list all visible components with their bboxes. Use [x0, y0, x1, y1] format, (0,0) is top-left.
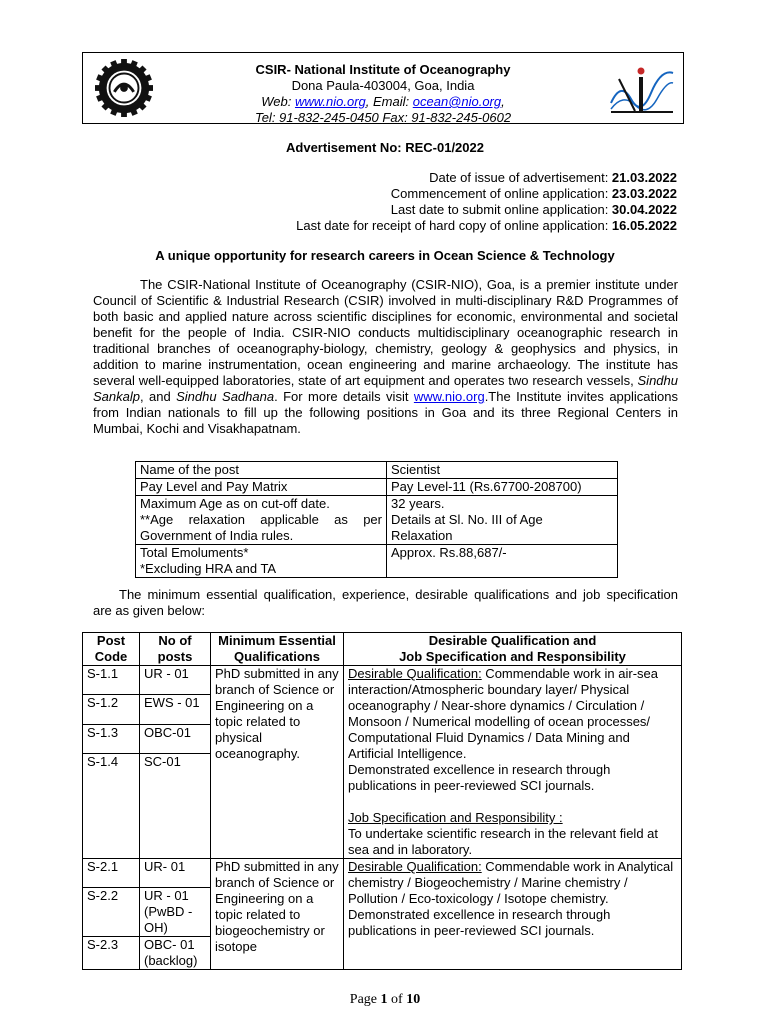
table-cell: Name of the post [136, 462, 387, 479]
table-row [83, 666, 682, 695]
js-label: Job Specification and Responsibility : [348, 810, 563, 825]
date-label: Last date for receipt of hard copy of online application: [296, 218, 612, 233]
letterhead [82, 52, 684, 124]
table-cell: Pay Level-11 (Rs.67700-208700) [387, 479, 618, 496]
date-value: 30.04.2022 [611, 202, 677, 217]
intro-text: , and [139, 389, 177, 404]
table-row [83, 859, 682, 888]
footer-page-word: Page [349, 992, 381, 1007]
table-row [136, 561, 618, 578]
table-cell: 32 years. [387, 496, 618, 513]
post-code-cell: S-1.3 [83, 724, 140, 753]
dq-label: Desirable Qualification: [348, 859, 482, 874]
post-code-cell: S-2.1 [83, 859, 140, 888]
footer-of-word: of [387, 992, 407, 1007]
vessel-name: Sindhu Sankalp [93, 373, 678, 404]
dq-label: Desirable Qualification: [348, 666, 482, 681]
intro-paragraph [93, 277, 678, 437]
csir-logo-icon [95, 59, 153, 117]
post-code-cell: S-1.1 [83, 666, 140, 695]
table-row [136, 528, 618, 545]
contact-line [163, 94, 603, 110]
post-code-cell: S-1.2 [83, 695, 140, 724]
dq-text: Commendable work in air-sea interaction/Atmospheric boundary layer/ Physical oceanography / Near-shore dynamics / Circulation / Monsoon / Numerical modelling of ocean processes/ Computational Fluid Dynamics / Data Mining and Artificial Intelligence. [348, 666, 658, 761]
table-cell: *Excluding HRA and TA [136, 561, 387, 578]
header-desirable-line1: Desirable Qualification and [428, 633, 597, 648]
posts-cell: EWS - 01 [140, 695, 211, 724]
table-cell: Scientist [387, 462, 618, 479]
date-issue [296, 170, 677, 186]
nio-logo-icon [609, 59, 675, 117]
date-value: 21.03.2022 [611, 170, 677, 185]
website-link[interactable]: www.nio.org [294, 94, 366, 109]
date-value: 23.03.2022 [611, 186, 677, 201]
qualification-intro [93, 587, 678, 619]
tel-fax-line: Tel: 91-832-245-0450 Fax: 91-832-245-0602 [254, 110, 512, 125]
post-code-cell: S-2.3 [83, 937, 140, 970]
posts-cell: OBC-01 [140, 724, 211, 753]
letterhead-text [163, 62, 603, 126]
qualification-intro-text: The minimum essential qualification, experience, desirable qualifications and job specification are as given below: [93, 587, 678, 618]
dq-extra: Demonstrated excellence in research through publications in peer-reviewed SCI journals. [348, 762, 611, 793]
institute-name: CSIR- National Institute of Oceanography [255, 62, 511, 77]
posts-cell: OBC- 01 (backlog) [140, 937, 211, 970]
page-total: 10 [406, 992, 421, 1007]
table-cell: **Age relaxation applicable as per [136, 512, 387, 528]
qualification-table [82, 632, 682, 970]
table-row [136, 545, 618, 562]
post-code-cell: S-1.4 [83, 753, 140, 858]
website-link[interactable]: www.nio.org [413, 389, 485, 404]
date-label: Commencement of online application: [390, 186, 612, 201]
post-details-table [135, 461, 618, 578]
institute-address: Dona Paula-403004, Goa, India [291, 78, 475, 93]
date-hard-copy [296, 218, 677, 234]
table-header-row [83, 633, 682, 666]
posts-cell: UR - 01 [140, 666, 211, 695]
table-cell [387, 561, 618, 578]
table-row [136, 462, 618, 479]
header-min-qual: Minimum Essential Qualifications [211, 633, 344, 666]
email-link[interactable]: ocean@nio.org [412, 94, 502, 109]
email-suffix: , [501, 94, 505, 109]
table-cell: Approx. Rs.88,687/- [387, 545, 618, 562]
date-last-submit [296, 202, 677, 218]
date-value: 16.05.2022 [611, 218, 677, 233]
page-footer [0, 992, 770, 1008]
min-qual-cell: PhD submitted in any branch of Science or Engineering on a topic related to physical oceanography. [211, 666, 344, 859]
email-label: , Email: [365, 94, 413, 109]
web-label: Web: [261, 94, 295, 109]
header-post-code: Post Code [83, 633, 140, 666]
dq-text: Commendable work in Analytical chemistry / Biogeochemistry / Marine chemistry / Pollution / Eco-toxicology / Isotope chemistry. [348, 859, 674, 906]
key-dates [296, 170, 677, 234]
posts-cell: SC-01 [140, 753, 211, 858]
table-cell: Maximum Age as on cut-off date. [136, 496, 387, 513]
post-code-cell: S-2.2 [83, 888, 140, 937]
vessel-name: Sindhu Sadhana [176, 389, 275, 404]
header-no-of-posts: No of posts [140, 633, 211, 666]
intro-text: The CSIR-National Institute of Oceanography (CSIR-NIO), Goa, is a premier institute under Council of Scientific & Industrial Research (CSIR) involved in multi-disciplinary R&D Programmes of both basic and applied nature across scientific disciplines for economic, environmental and societal benefit for the people of India. CSIR-NIO conducts multidisciplinary oceanographic research in traditional branches of oceanography-biology, chemistry, geology & geophysics and physics, in addition to marine instrumentation, ocean engineering and marine archaeology. The institute has several well-equipped laboratories, state of art equipment and operates two research vessels, [93, 277, 678, 388]
table-cell: Details at Sl. No. III of Age [387, 512, 618, 528]
intro-text: .The Institute invites applications from Indian nationals to fill up the following positions in Goa and its three Regional Centers in Mumbai, Kochi and Visakhapatnam. [93, 389, 678, 436]
desirable-cell [344, 666, 682, 859]
desirable-cell [344, 859, 682, 970]
dq-extra: Demonstrated excellence in research through publications in peer-reviewed SCI journals. [348, 907, 611, 938]
table-row [136, 496, 618, 513]
advertisement-number: Advertisement No: REC-01/2022 [286, 140, 484, 155]
header-desirable-line2: Job Specification and Responsibility [399, 649, 626, 664]
table-cell: Total Emoluments* [136, 545, 387, 562]
page-number: 1 [380, 992, 388, 1007]
posts-cell: UR- 01 [140, 859, 211, 888]
header-desirable [344, 633, 682, 666]
js-text: To undertake scientific research in the relevant field at sea and in laboratory. [348, 826, 659, 857]
date-label: Last date to submit online application: [390, 202, 612, 217]
min-qual-cell: PhD submitted in any branch of Science or Engineering on a topic related to biogeochemistry or isotope [211, 859, 344, 970]
date-label: Date of issue of advertisement: [429, 170, 612, 185]
date-commencement [296, 186, 677, 202]
table-row [136, 512, 618, 528]
tagline-heading: A unique opportunity for research careers in Ocean Science & Technology [155, 248, 615, 263]
table-cell: Relaxation [387, 528, 618, 545]
posts-cell: UR - 01 (PwBD - OH) [140, 888, 211, 937]
intro-text: . For more details visit [274, 389, 414, 404]
table-row [136, 479, 618, 496]
table-cell: Government of India rules. [136, 528, 387, 545]
table-cell: Pay Level and Pay Matrix [136, 479, 387, 496]
